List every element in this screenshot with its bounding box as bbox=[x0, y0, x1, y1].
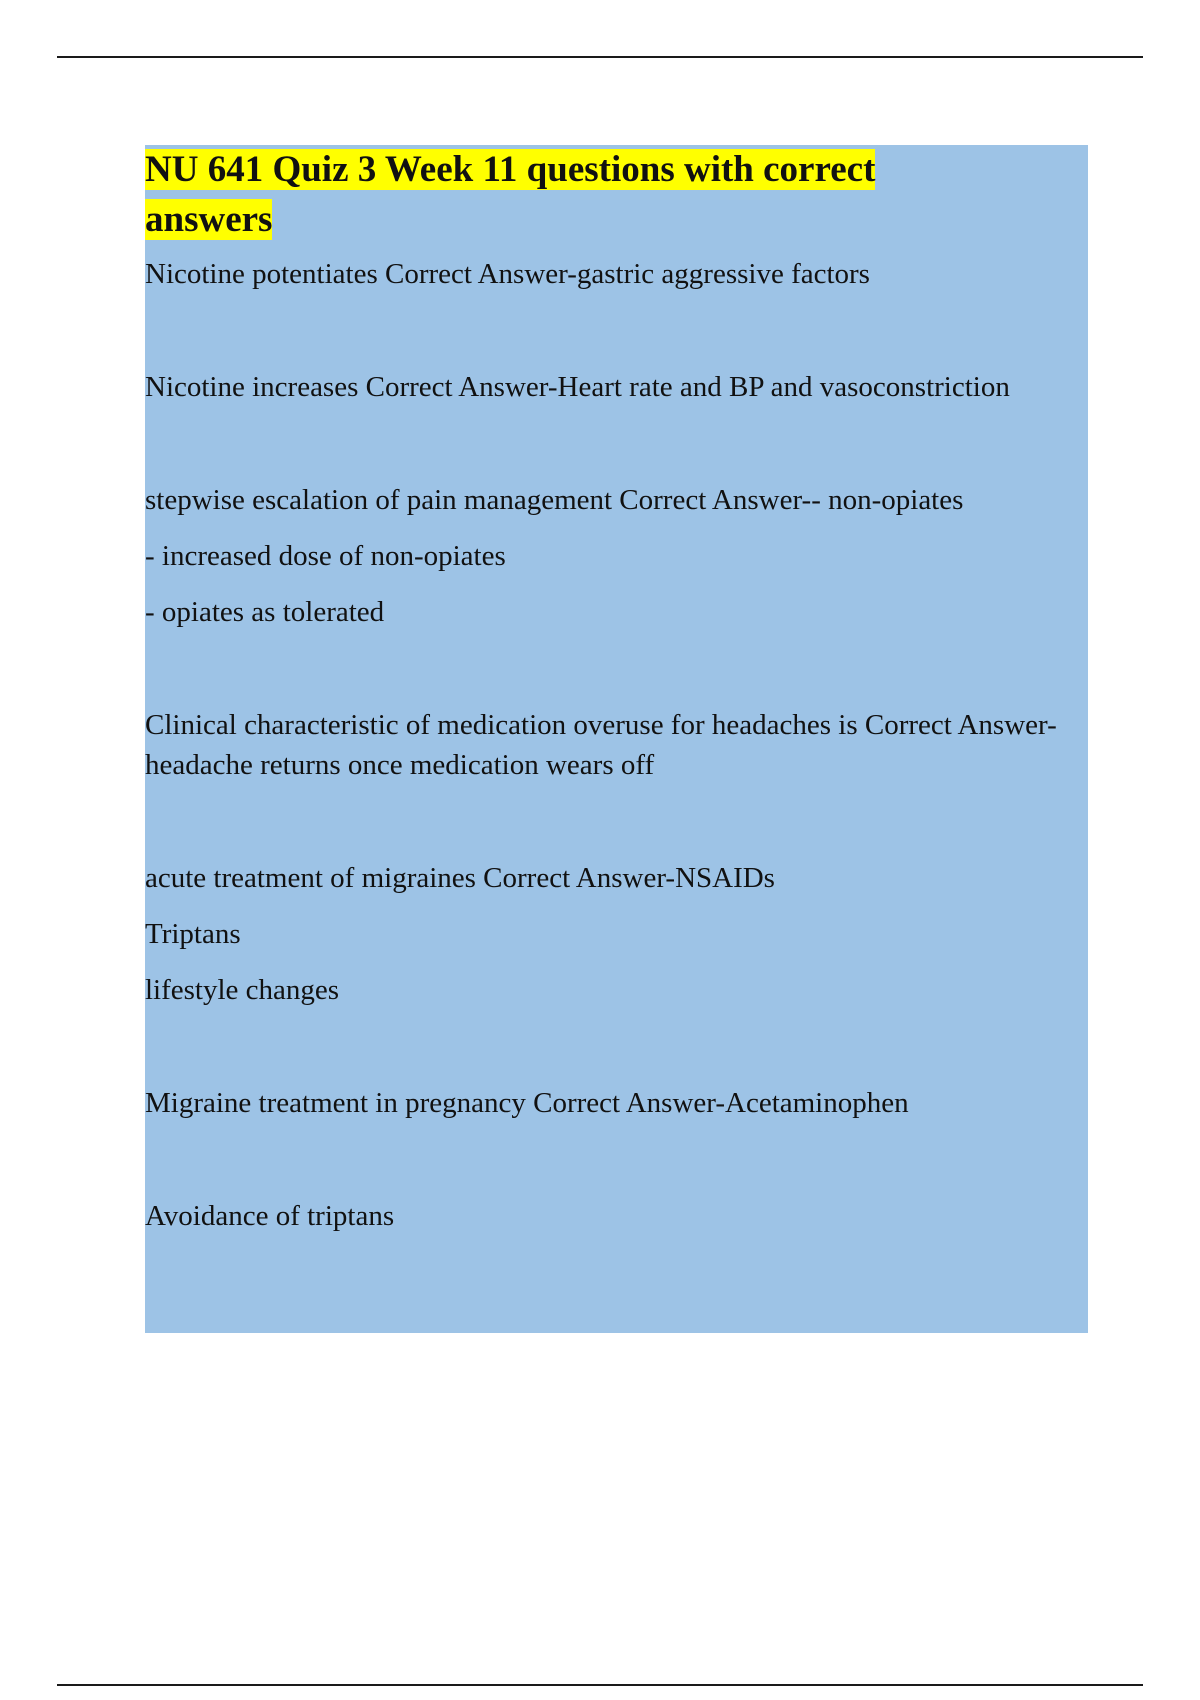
qa-item: Clinical characteristic of medication overuse for headaches is Correct Answer-headache returns once medication wears off bbox=[145, 709, 1057, 781]
qa-item: Nicotine increases Correct Answer-Heart rate and BP and vasoconstriction bbox=[145, 371, 1010, 403]
qa-item-continuation: - opiates as tolerated bbox=[145, 596, 385, 628]
document-title bbox=[145, 145, 965, 245]
header-rule bbox=[57, 56, 1143, 58]
qa-item: Migraine treatment in pregnancy Correct Answer-Acetaminophen bbox=[145, 1087, 909, 1119]
qa-item: acute treatment of migraines Correct Answer-NSAIDs bbox=[145, 862, 775, 894]
qa-item: Avoidance of triptans bbox=[145, 1200, 395, 1232]
qa-item-continuation: lifestyle changes bbox=[145, 974, 340, 1006]
qa-item-continuation: - increased dose of non-opiates bbox=[145, 540, 506, 572]
qa-item: stepwise escalation of pain management Correct Answer-- non-opiates bbox=[145, 484, 964, 516]
footer-rule bbox=[57, 1684, 1143, 1686]
title-highlight: NU 641 Quiz 3 Week 11 questions with correct answers bbox=[145, 149, 876, 240]
qa-item-continuation: Triptans bbox=[145, 918, 241, 950]
content-panel bbox=[145, 145, 1088, 1333]
qa-item: Nicotine potentiates Correct Answer-gastric aggressive factors bbox=[145, 258, 870, 290]
